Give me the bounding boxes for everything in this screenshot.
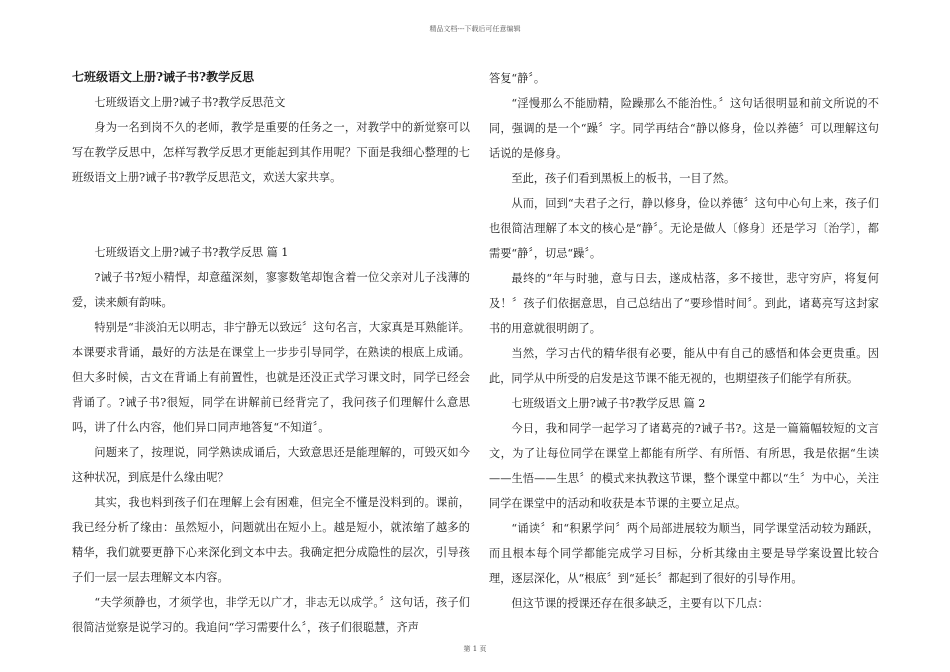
paragraph: 特别是“非淡泊无以明志，非宁静无以致远〞这句名言，大家真是耳熟能详。本课要求背诵，最好的方法是在课堂上一步步引导同学，在熟读的根底上成诵。但大多时候，古文在背诵上有前置性，也就是还没正式学习课文时，同学已经会背诵了。?诫子书?很短，同学在讲解前已经背完了，我问孩子们理解什么意思吗，讲了什么内容，他们异口同声地答复“不知道〞。	[72, 321, 470, 434]
paragraph: 至此，孩子们看到黑板上的板书，一目了然。	[511, 172, 736, 185]
paragraph: 问题来了，按理说，同学熟读成诵后，大致意思还是能理解的，可毁灭如今这种状况，到底是什么缘由呢？	[72, 446, 470, 484]
paragraph: 最终的“年与时驰，意与日去，遂成枯落，多不接世，悲守穷庐，将复何及！〞孩子们依据意思，自己总结出了“要珍惜时间〞。到此，诸葛亮写这封家书的用意就很明朗了。	[489, 272, 879, 335]
document-title: 七班级语文上册?诫子书?教学反思	[72, 70, 255, 84]
paragraph: 当然，学习古代的精华很有必要，能从中有自己的感悟和体会更贵重。因此，同学从中所受的启发是这节课不能无视的，也期望孩子们能学有所获。	[489, 347, 879, 385]
right-column	[489, 66, 879, 616]
section-heading: 七班级语文上册?诫子书?教学反思 篇 1	[94, 246, 289, 259]
paragraph: “夫学须静也，才须学也，非学无以广才，非志无以成学。〞这句话，孩子们很简洁觉察是说学习的。我追问“学习需要什么〞，孩子们很聪慧，齐声	[72, 596, 470, 634]
blank-line	[72, 215, 470, 240]
page-footer: 第 1 页	[463, 645, 487, 653]
blank-line	[72, 190, 470, 215]
paragraph: “诵读〞和“积累学问〞两个局部进展较为顺当，同学课堂活动较为踊跃，而且根本每个同学都能完成学习目标，分析其缘由主要是导学案设置比较合理，逐层深化，从“根底〞到“延长〞都起到了很好的引导作用。	[489, 522, 879, 585]
paragraph: 今日，我和同学一起学习了诸葛亮的?诫子书?。这是一篇篇幅较短的文言文，为了让每位同学在课堂上都能有所学、有所悟、有所思，我是依据“生读——生悟——生思〞的模式来执教这节课，整个课堂中都以“生〞为中心，关注同学在课堂中的活动和收获是本节课的主要立足点。	[489, 422, 879, 510]
paragraph-continuation: 答复“静〞。	[489, 72, 546, 85]
paragraph: 但这节课的授课还存在很多缺乏，主要有以下几点：	[511, 597, 769, 610]
paragraph: 身为一名到岗不久的老师，教学是重要的任务之一，对教学中的新觉察可以写在教学反思中，怎样写教学反思才更能起到其作用呢？下面是我细心整理的七班级语文上册?诫子书?教学反思范文，欢送大家共享。	[72, 121, 470, 184]
paragraph: 其实，我也料到孩子们在理解上会有困难，但完全不懂是没料到的。课前，我已经分析了缘由：虽然短小，问题就出在短小上。越是短小，就浓缩了越多的精华，我们就要更静下心来深化到文本中去。我确定把分成隐性的层次，引导孩子们一层一层去理解文本内容。	[72, 496, 470, 584]
paragraph: 从而，回到“夫君子之行，静以修身，俭以养德〞这句中心句上来，孩子们也很简洁理解了本文的核心是“静〞。无论是做人〔修身〕还是学习〔治学〕，都需要“静〞，切忌“躁〞。	[489, 197, 879, 260]
paragraph: “淫慢那么不能励精，险躁那么不能治性。〞这句话很明显和前文所说的不同，强调的是一个“躁〞字。同学再结合“静以修身，俭以养德〞可以理解这句话说的是修身。	[489, 97, 879, 160]
page-header: 精品文档---下载后可任意编辑	[429, 25, 521, 33]
section-heading: 七班级语文上册?诫子书?教学反思 篇 2	[511, 397, 706, 410]
left-column	[72, 66, 470, 640]
paragraph: 七班级语文上册?诫子书?教学反思范文	[94, 96, 286, 109]
paragraph: ?诫子书?短小精悍，却意蕴深刻，寥寥数笔却饱含着一位父亲对儿子浅薄的爱，读来颇有韵味。	[72, 271, 470, 309]
